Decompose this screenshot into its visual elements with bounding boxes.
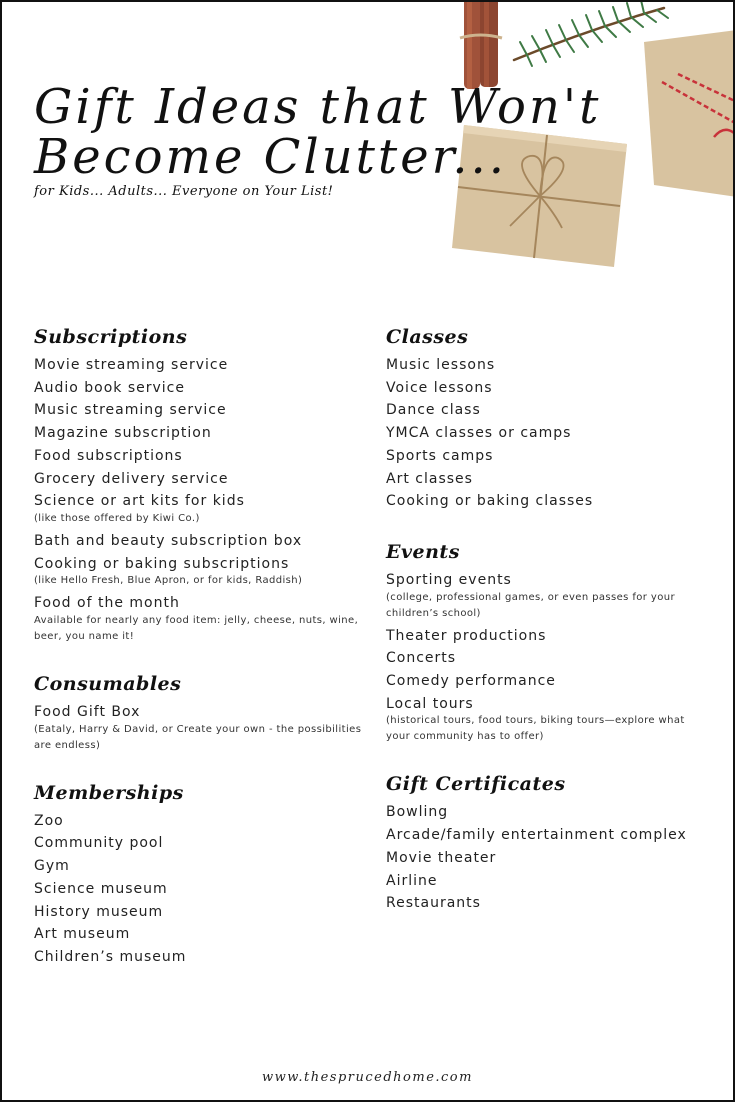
list-item: Music lessons [386,357,496,373]
title-line-1: Gift Ideas that Won't [34,79,602,135]
list-item: Zoo [34,812,64,829]
website-url-footer: www.thesprucedhome.com [262,1070,473,1085]
list-item: Children’s museum [34,948,187,965]
list-item: Gym [34,858,70,875]
cinnamon-sticks-image [460,2,502,89]
list-item: Airline [386,872,438,889]
right-column [386,324,706,941]
list-item: Restaurants [386,895,481,912]
pine-sprig-image [514,2,668,66]
list-item: Science or art kits for kids [34,493,245,510]
item-note: (Eataly, Harry & David, or Create your own - the possibilities are endless) [34,723,362,751]
section-consumables [34,671,364,754]
list-item: Sports camps [386,447,494,464]
section-heading: Classes [386,326,469,348]
list-item: Bowling [386,804,449,821]
list-item: Comedy performance [386,673,556,690]
list-item: Cooking or baking classes [386,493,594,510]
list-item: Cooking or baking subscriptions [34,555,290,572]
list-item: Audio book service [34,379,185,396]
list-item: Magazine subscription [34,425,212,442]
list-item: Dance class [386,402,481,419]
list-item: Movie theater [386,849,497,866]
section-subscriptions [34,324,364,645]
section-heading: Events [386,540,460,563]
list-item: Arcade/family entertainment complex [386,827,687,844]
list-item: Local tours [386,695,474,712]
list-item: Theater productions [386,627,547,644]
item-note: (college, professional games, or even passes for your children’s school) [386,591,675,619]
section-heading: Memberships [34,781,184,804]
list-item: Food of the month [34,595,180,612]
gift-box-small-image [644,30,735,197]
item-note: (like Hello Fresh, Blue Apron, or for kids, Raddish) [34,575,303,587]
list-item: Science museum [34,880,168,897]
item-note: Available for nearly any food item: jelly, cheese, nuts, wine, beer, you name it! [34,615,359,643]
list-item: Food subscriptions [34,447,183,464]
section-memberships [34,780,364,969]
list-item: Art classes [386,470,473,487]
item-note: (historical tours, food tours, biking tours—explore what your community has to offer) [386,715,685,743]
title-line-2: Become Clutter... [34,129,508,185]
section-events [386,539,706,746]
section-heading: Consumables [34,673,182,696]
list-item: Bath and beauty subscription box [34,532,303,549]
list-item: History museum [34,903,164,920]
list-item: Food Gift Box [34,704,141,721]
list-item: YMCA classes or camps [386,425,572,442]
page-subtitle: for Kids... Adults... Everyone on Your List! [34,184,334,199]
item-note: (like those offered by Kiwi Co.) [34,512,200,524]
section-heading: Subscriptions [34,326,188,348]
list-item: Community pool [34,835,164,852]
list-item: Music streaming service [34,402,227,419]
list-item: Sporting events [386,571,512,588]
section-heading: Gift Certificates [386,773,566,796]
left-column [34,324,364,995]
list-item: Art museum [34,926,131,943]
list-item: Voice lessons [386,379,493,396]
list-item: Movie streaming service [34,357,229,373]
section-gift-certificates [386,771,706,915]
section-classes [386,324,706,513]
page-title [34,79,602,185]
list-item: Grocery delivery service [34,470,229,487]
list-item: Concerts [386,650,457,667]
